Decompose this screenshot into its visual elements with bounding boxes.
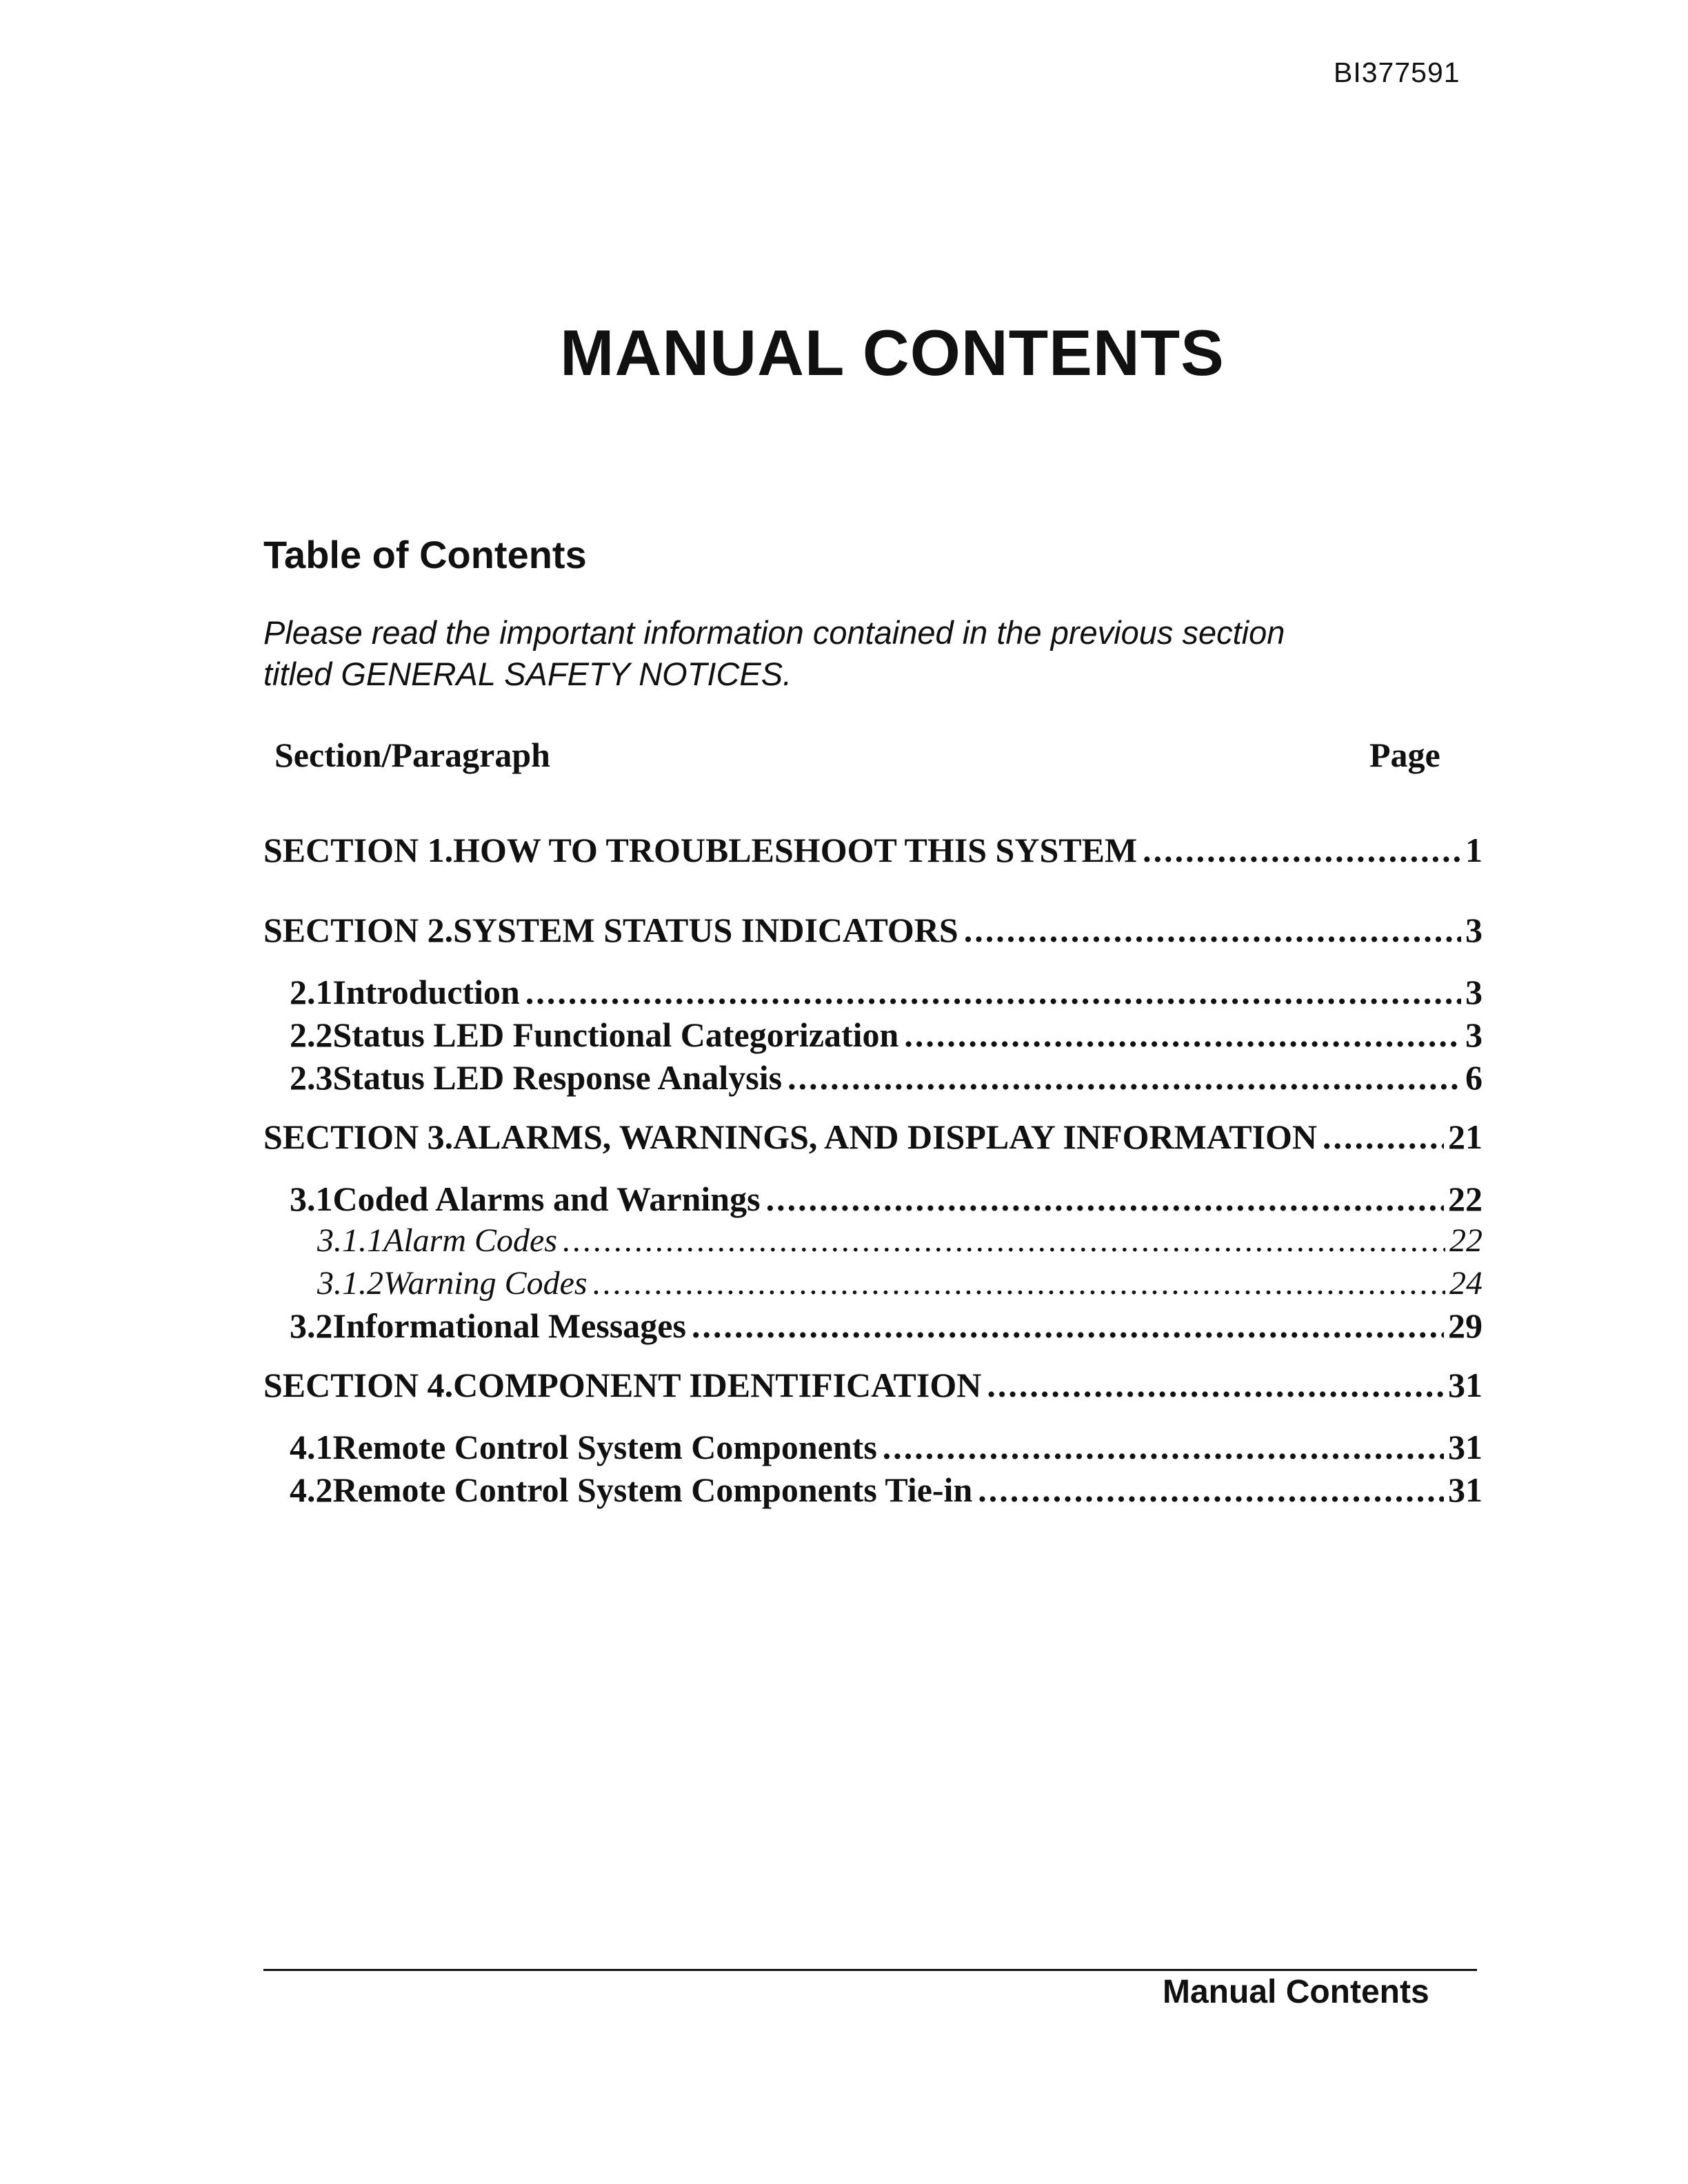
toc-entry-title: Status LED Functional Categorization: [332, 1015, 899, 1054]
dot-leader: [987, 1365, 1444, 1405]
dot-leader: [563, 1222, 1445, 1260]
toc-entry-page: 3: [1465, 911, 1483, 949]
toc-entry-title: HOW TO TROUBLESHOOT THIS SYSTEM: [453, 831, 1138, 869]
dot-leader: [1143, 830, 1461, 870]
toc-entry-3-1-1[interactable]: [317, 1222, 1483, 1260]
column-header-page: Page: [1369, 736, 1440, 774]
toc-entry-title: SYSTEM STATUS INDICATORS: [453, 911, 958, 949]
toc-entry-number: 3.1: [290, 1180, 333, 1218]
footer-divider: [263, 1969, 1477, 1971]
column-header-section: Section/Paragraph: [274, 736, 550, 774]
dot-leader: [692, 1306, 1444, 1346]
toc-entry-number: SECTION 2.: [263, 911, 454, 949]
toc-entry-title: ALARMS, WARNINGS, AND DISPLAY INFORMATION: [453, 1118, 1318, 1156]
toc-entry-number: SECTION 4.: [263, 1366, 454, 1404]
toc-entry-2-2[interactable]: [290, 1015, 1483, 1055]
toc-entry-2-1[interactable]: [290, 972, 1483, 1012]
toc-entry-page: 1: [1465, 831, 1483, 869]
toc-entry-title: Introduction: [332, 973, 520, 1011]
toc-entry-page: 6: [1465, 1058, 1483, 1097]
toc-entry-3-1-2[interactable]: [317, 1264, 1483, 1302]
footer-label: Manual Contents: [1163, 1974, 1429, 2010]
toc-entry-number: 2.1: [290, 973, 333, 1011]
toc-entry-number: 2.2: [290, 1015, 333, 1054]
dot-leader: [766, 1179, 1444, 1219]
toc-entry-page: 31: [1448, 1470, 1483, 1509]
toc-entry-section-1[interactable]: [263, 830, 1483, 870]
dot-leader: [787, 1058, 1461, 1098]
toc-entry-title: COMPONENT IDENTIFICATION: [453, 1366, 982, 1404]
toc-entry-number: 2.3: [290, 1058, 333, 1097]
toc-entry-number: 4.2: [290, 1470, 333, 1509]
toc-entry-title: Coded Alarms and Warnings: [332, 1180, 761, 1218]
toc-entry-number: SECTION 1.: [263, 831, 454, 869]
toc-entry-title: Remote Control System Components Tie-in: [332, 1470, 973, 1509]
dot-leader: [978, 1470, 1444, 1510]
toc-entry-number: 3.1.1: [317, 1222, 383, 1259]
dot-leader: [525, 972, 1461, 1012]
safety-notice: [263, 612, 1477, 695]
toc-entry-title: Informational Messages: [332, 1306, 686, 1345]
toc-entry-page: 22: [1449, 1222, 1483, 1259]
dot-leader: [904, 1015, 1461, 1055]
dot-leader: [883, 1427, 1444, 1467]
toc-entry-page: 31: [1448, 1366, 1483, 1404]
toc-entry-section-3[interactable]: [263, 1117, 1483, 1157]
toc-entry-number: SECTION 3.: [263, 1118, 454, 1156]
toc-entry-page: 3: [1465, 1015, 1483, 1054]
toc-entry-2-3[interactable]: [290, 1058, 1483, 1098]
page-title: MANUAL CONTENTS: [560, 316, 1225, 389]
toc-entry-number: 3.2: [290, 1306, 333, 1345]
toc-entry-section-4[interactable]: [263, 1365, 1483, 1405]
toc-entry-page: 21: [1448, 1118, 1483, 1156]
dot-leader: [964, 910, 1461, 950]
toc-entry-title: Status LED Response Analysis: [332, 1058, 783, 1097]
safety-notice-line-1: Please read the important information contained in the previous section: [263, 614, 1285, 651]
toc-entry-title: Remote Control System Components: [332, 1428, 877, 1466]
toc-entry-page: 31: [1448, 1428, 1483, 1466]
toc-entry-title: Warning Codes: [383, 1265, 587, 1302]
toc-entry-4-2[interactable]: [290, 1470, 1483, 1510]
toc-entry-page: 3: [1465, 973, 1483, 1011]
dot-leader: [593, 1264, 1445, 1302]
toc-entry-page: 22: [1448, 1180, 1483, 1218]
toc-entry-3-1[interactable]: [290, 1179, 1483, 1219]
toc-heading: Table of Contents: [263, 533, 587, 576]
toc-entry-4-1[interactable]: [290, 1427, 1483, 1467]
toc-entry-title: Alarm Codes: [383, 1222, 557, 1259]
document-id: BI377591: [1334, 57, 1460, 88]
dot-leader: [1323, 1117, 1444, 1157]
toc-entry-3-2[interactable]: [290, 1306, 1483, 1346]
toc-entry-page: 24: [1449, 1265, 1483, 1302]
toc-entry-number: 4.1: [290, 1428, 333, 1466]
safety-notice-line-2: titled GENERAL SAFETY NOTICES.: [263, 656, 792, 692]
toc-entry-section-2[interactable]: [263, 910, 1483, 950]
toc-entry-number: 3.1.2: [317, 1265, 383, 1302]
toc-entry-page: 29: [1448, 1306, 1483, 1345]
